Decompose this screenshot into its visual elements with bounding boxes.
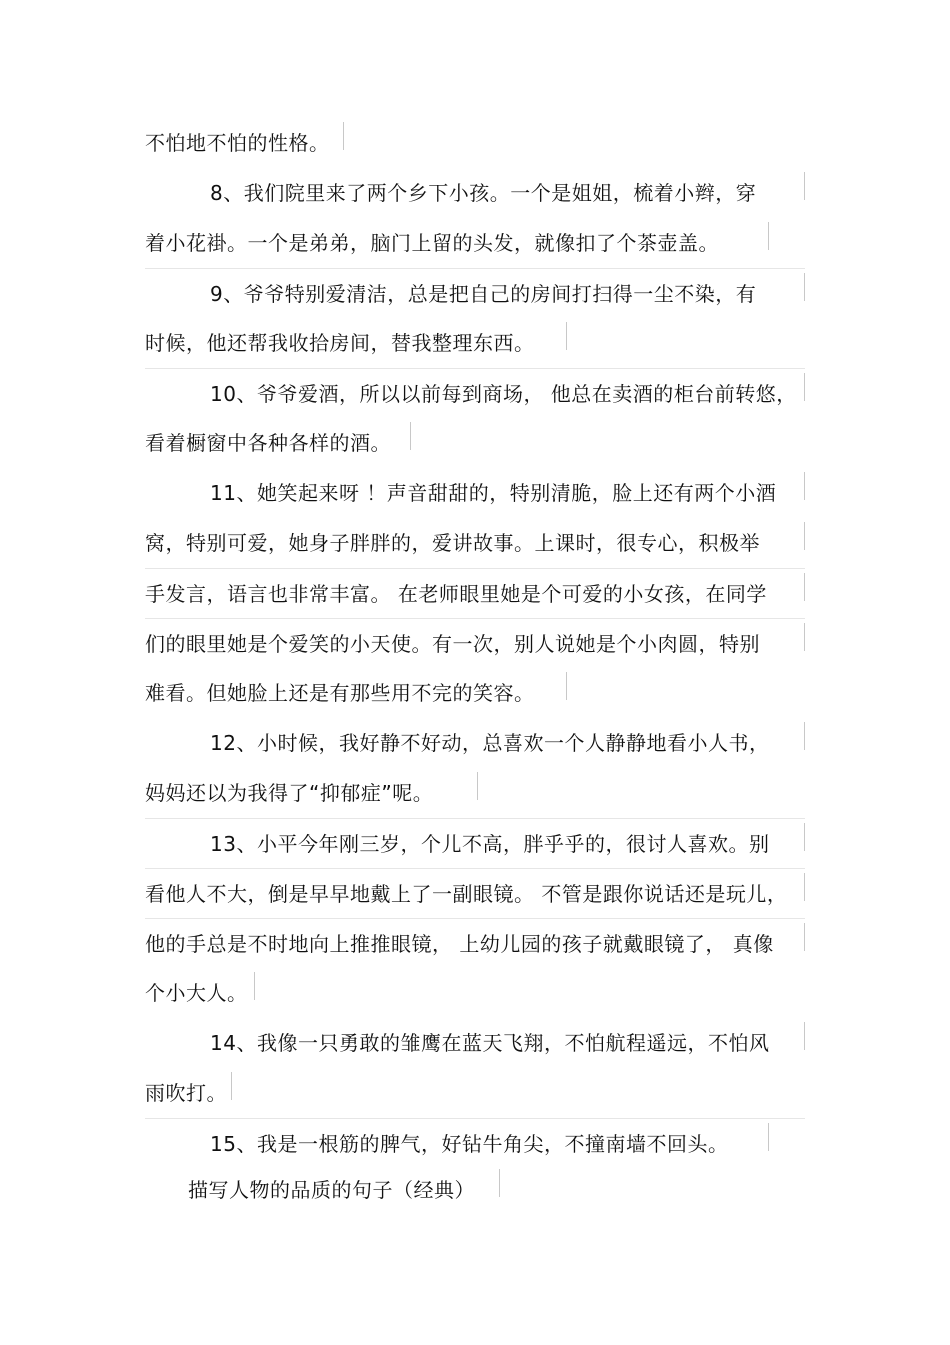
frame-divider [410, 422, 411, 450]
line-text: 妈妈还以为我得了“抑郁症”呢。 [145, 781, 434, 805]
line-text: 难看。但她脸上还是有那些用不完的笑容。 [145, 681, 535, 705]
line-text: 他的手总是不时地向上推推眼镜， 上幼儿园的孩子就戴眼镜了， 真像 [145, 932, 774, 956]
line-text: 10、爷爷爱酒，所以以前每到商场， 他总在卖酒的柜台前转悠， [210, 382, 797, 406]
frame-divider [499, 1169, 500, 1197]
text-line [145, 818, 805, 869]
line-text: 9、爷爷特别爱清洁，总是把自己的房间打扫得一尘不染，有 [210, 282, 757, 306]
line-text: 时候，他还帮我收拾房间，替我整理东西。 [145, 331, 535, 355]
frame-divider [804, 873, 805, 901]
text-line [145, 1118, 805, 1169]
line-text: 雨吹打。 [145, 1081, 227, 1105]
text-line [145, 318, 805, 368]
text-line [145, 518, 805, 568]
line-text: 13、小平今年刚三岁，个儿不高，胖乎乎的，很讨人喜欢。别 [210, 832, 770, 856]
frame-divider [804, 923, 805, 951]
text-line [145, 968, 805, 1018]
text-line [145, 918, 805, 969]
frame-divider [804, 172, 805, 200]
frame-divider [804, 472, 805, 500]
line-text: 个小大人。 [145, 981, 248, 1005]
frame-divider [566, 322, 567, 350]
text-line [145, 868, 805, 919]
text-line [145, 118, 805, 168]
line-text: 15、我是一根筋的脾气，好钻牛角尖，不撞南墙不回头。 [210, 1132, 729, 1156]
text-line [145, 268, 805, 319]
frame-divider [804, 823, 805, 851]
text-line [145, 468, 805, 518]
frame-divider [477, 772, 478, 800]
section-heading-line [145, 1165, 805, 1215]
text-line [145, 768, 805, 818]
text-line [145, 718, 805, 768]
frame-divider [804, 373, 805, 401]
frame-divider [566, 672, 567, 700]
text-line [145, 1068, 805, 1118]
frame-divider [343, 122, 344, 150]
text-line [145, 418, 805, 468]
frame-divider [804, 522, 805, 550]
frame-divider [804, 722, 805, 750]
frame-divider [254, 972, 255, 1000]
text-line [145, 1018, 805, 1068]
frame-divider [804, 573, 805, 601]
frame-divider [768, 222, 769, 250]
line-text: 看着橱窗中各种各样的酒。 [145, 431, 391, 455]
line-text: 手发言，语言也非常丰富。 在老师眼里她是个可爱的小女孩，在同学 [145, 582, 767, 606]
line-text: 8、我们院里来了两个乡下小孩。一个是姐姐，梳着小辫，穿 [210, 181, 757, 205]
line-text: 们的眼里她是个爱笑的小天使。有一次，别人说她是个小肉圆，特别 [145, 632, 760, 656]
text-line [145, 218, 805, 268]
line-text: 不怕地不怕的性格。 [145, 131, 330, 155]
frame-divider [804, 623, 805, 651]
line-text: 11、她笑起来呀 ！声音甜甜的，特别清脆，脸上还有两个小酒 [210, 481, 777, 505]
frame-divider [231, 1072, 232, 1100]
frame-divider [804, 1022, 805, 1050]
text-line [145, 668, 805, 718]
section-heading: 描写人物的品质的句子（经典） [188, 1178, 475, 1202]
line-text: 看他人不大，倒是早早地戴上了一副眼镜。 不管是跟你说话还是玩儿， [145, 882, 788, 906]
text-line [145, 568, 805, 619]
text-line [145, 618, 805, 669]
text-line [145, 168, 805, 218]
line-text: 12、小时候，我好静不好动，总喜欢一个人静静地看小人书， [210, 731, 770, 755]
line-text: 着小花褂。一个是弟弟，脑门上留的头发，就像扣了个茶壶盖。 [145, 231, 719, 255]
text-line [145, 368, 805, 419]
line-text: 14、我像一只勇敢的雏鹰在蓝天飞翔，不怕航程遥远，不怕风 [210, 1031, 770, 1055]
line-text: 窝，特别可爱，她身子胖胖的，爱讲故事。上课时，很专心，积极举 [145, 531, 760, 555]
frame-divider [804, 273, 805, 301]
frame-divider [768, 1123, 769, 1151]
